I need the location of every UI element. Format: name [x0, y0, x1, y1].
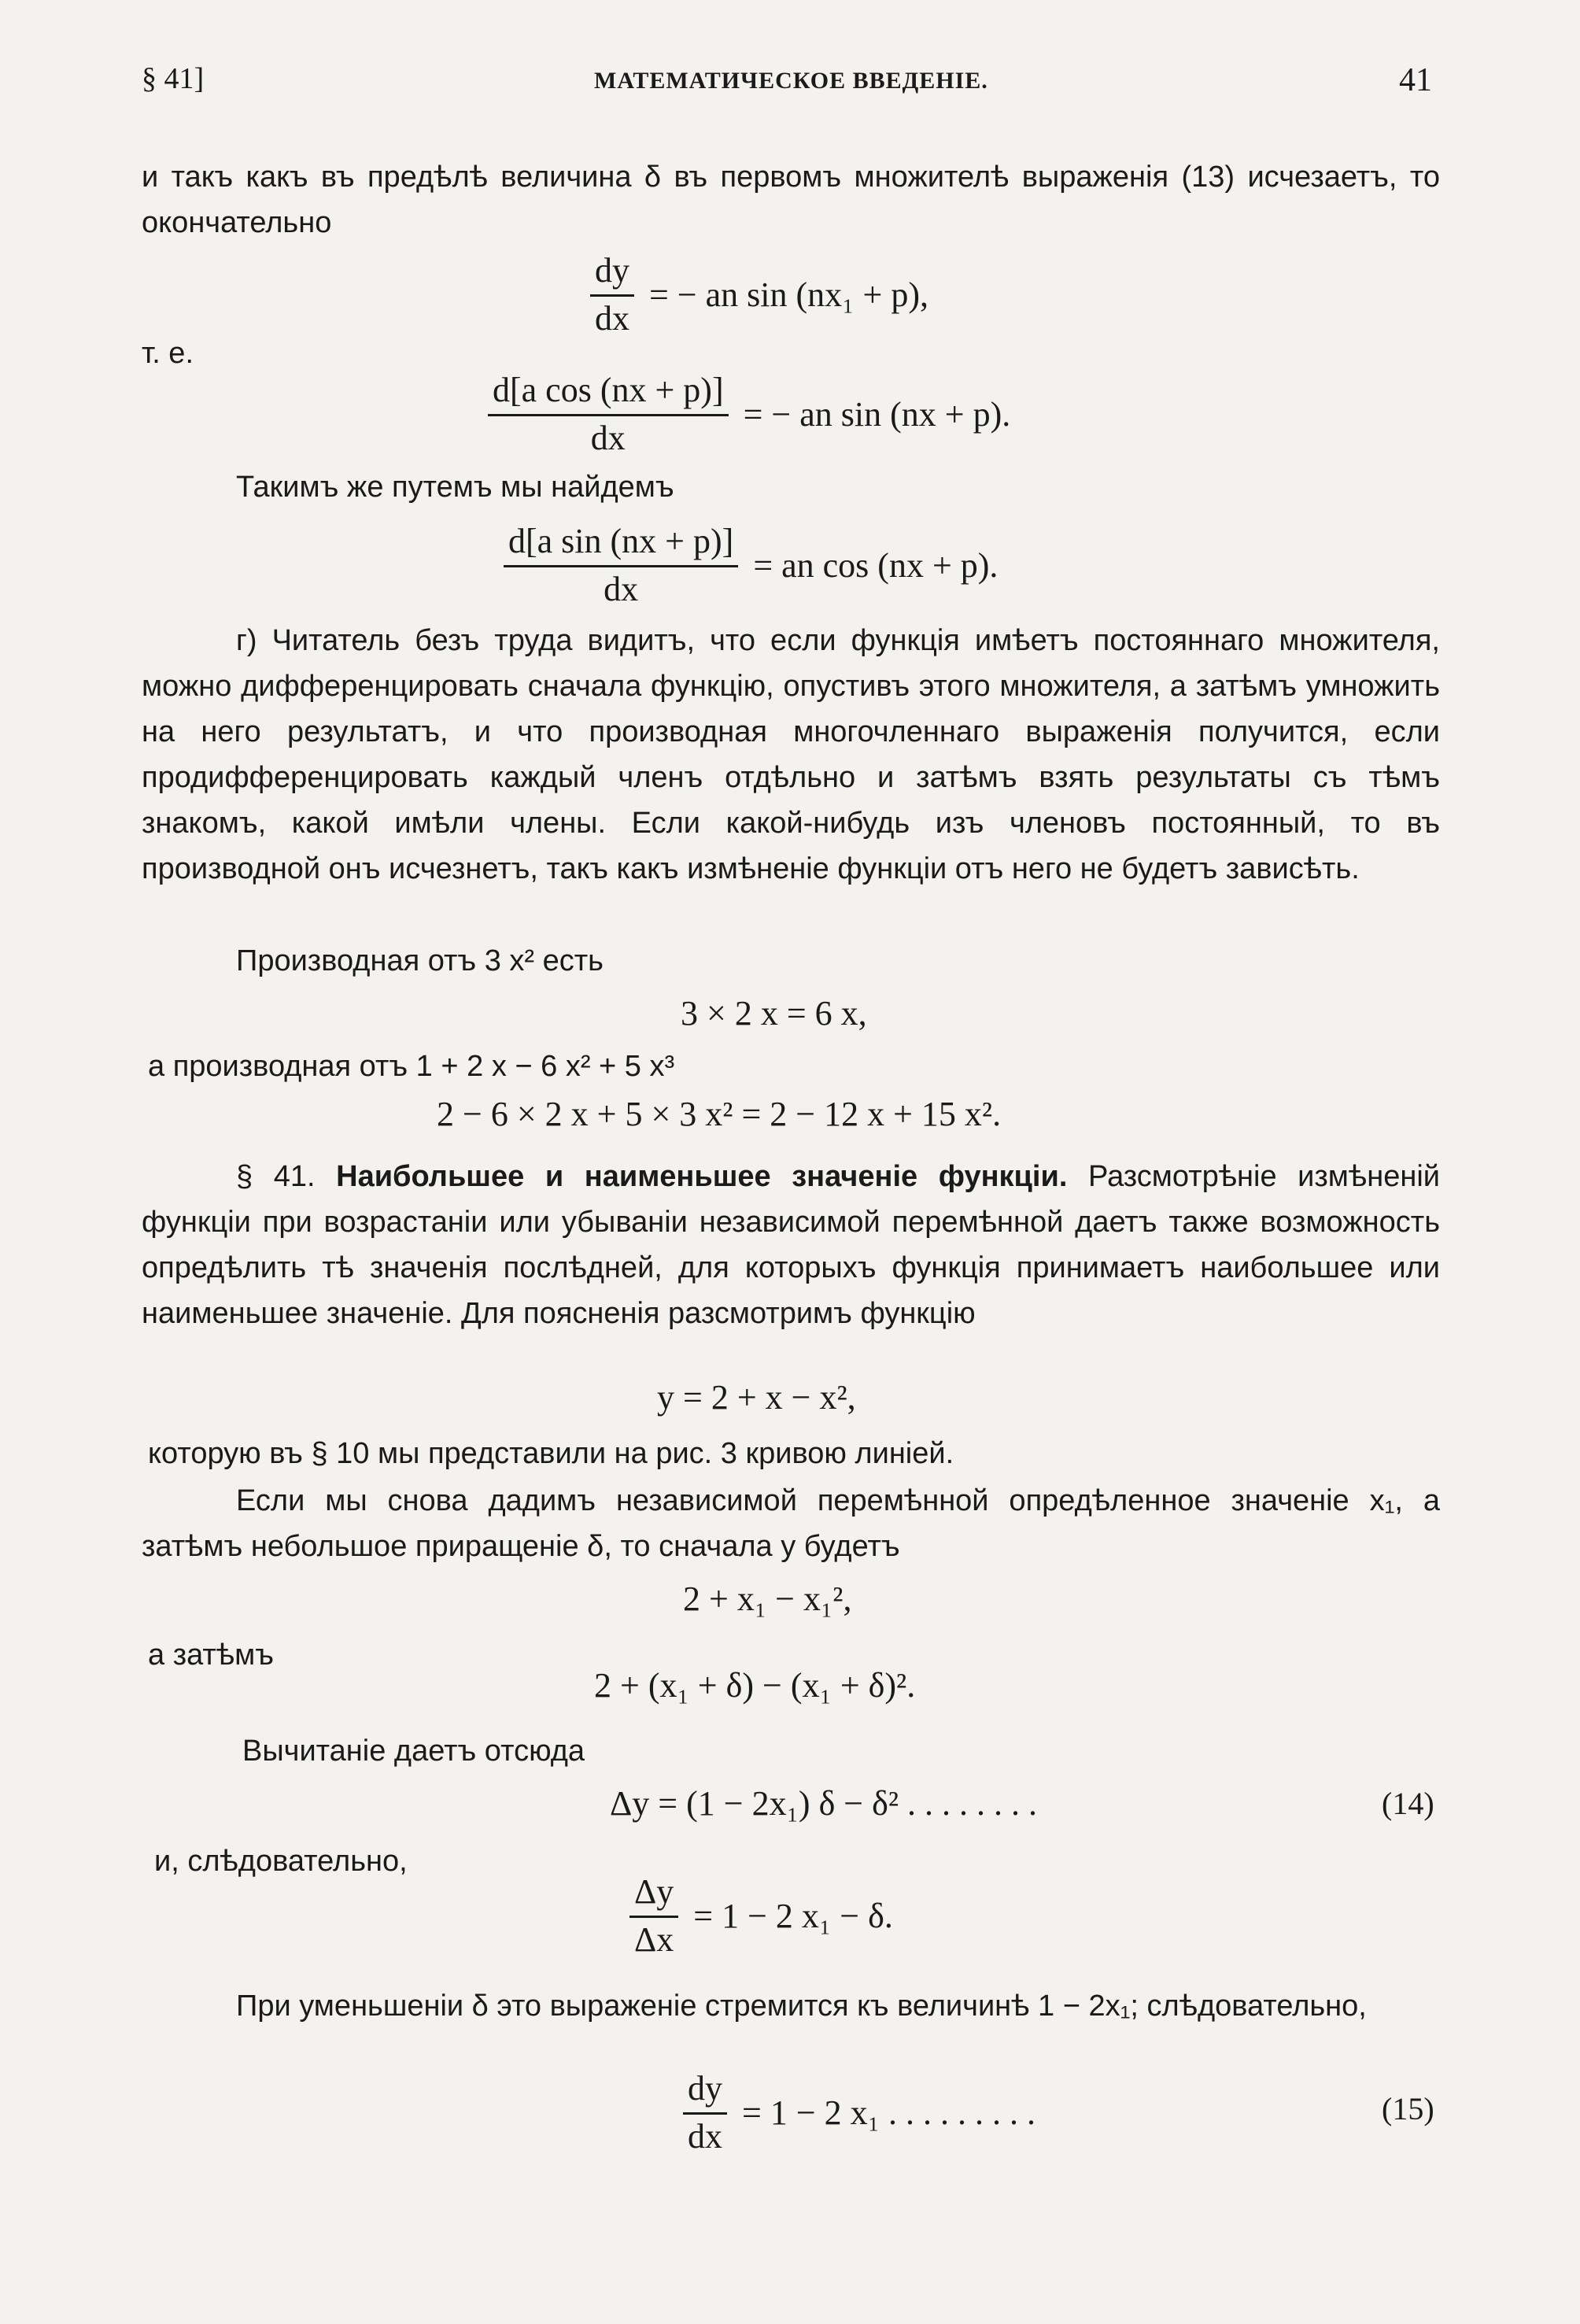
fraction: $\frac{\text{d[a sin (nx + p)]}}{dx}$: [504, 521, 738, 610]
header-title: МАТЕМАТИЧЕСКОЕ ВВЕДЕНІЕ.: [594, 68, 988, 94]
paragraph-similarly: Такимъ же путемъ мы найдемъ: [236, 471, 674, 504]
label-then: а затѣмъ: [148, 1639, 274, 1672]
paragraph-intro: и такъ какъ въ предѣлѣ величина δ въ первомъ множителѣ выраженія (13) исчезаетъ, то окончательно: [142, 161, 1440, 239]
section-body: Разсмотрѣніе измѣненій функціи при возрастаніи или убываніи независимой перемѣнной даетъ также возможность опредѣлить тѣ значенія послѣдней, для которыхъ функція принимаетъ наибольшее или наименьшее значеніе. Для поясненія разсмотримъ функцію: [142, 1160, 1440, 1330]
paragraph-derivative-of-3x2: Производная отъ 3 x² есть: [236, 944, 604, 977]
equation-derivative-limit: $\frac{dy}{dx}$ = 1 − 2 x₁ . . . . . . . . .: [683, 2068, 1035, 2157]
fraction: $\frac{\text{d[a cos (nx + p)]}}{dx}$: [488, 370, 729, 459]
paragraph-see-section-10: которую въ § 10 мы представили на рис. 3 кривою линіей.: [148, 1437, 954, 1470]
fraction: $\frac{\Delta y}{\Delta x}$: [629, 1871, 678, 1960]
label-consequently: и, слѣдовательно,: [154, 1845, 408, 1878]
paragraph-limit: При уменьшеніи δ это выраженіе стремится къ величинѣ 1 − 2x₁; слѣдовательно,: [236, 1990, 1367, 2023]
equation-3x2-result: 3 × 2 x = 6 x,: [681, 994, 867, 1033]
page-number: 41: [1399, 62, 1432, 98]
equation-number-14: (14): [1382, 1786, 1434, 1821]
section-number: § 41.: [236, 1160, 316, 1193]
fraction: $\frac{dy}{dx}$: [683, 2068, 727, 2157]
equation-dy-dx-sin: $\frac{dy}{dx}$ = − an sin (nx₁ + p),: [590, 250, 928, 339]
equation-delta-y: Δy = (1 − 2x₁) δ − δ² . . . . . . . .: [610, 1784, 1038, 1823]
equation-function-y: y = 2 + x − x²,: [657, 1378, 856, 1417]
paragraph-subtraction: Вычитаніе даетъ отсюда: [242, 1735, 585, 1768]
header-section-ref: § 41]: [142, 62, 205, 95]
paragraph-rule-g: г) Читатель безъ труда видитъ, что если функція имѣетъ постояннаго множителя, можно дифференцировать сначала функцію, опустивъ этого множителя, а затѣмъ умножить на него результатъ, и что производная многочленнаго выраженія получится, если продифференцировать каждый членъ отдѣльно и затѣмъ взять результаты съ тѣмъ знакомъ, какой имѣли члены. Если какой-нибудь изъ членовъ постоянный, то въ производной онъ исчезнетъ, такъ какъ измѣненіе функціи отъ него не будетъ зависѣть.: [142, 624, 1440, 885]
paragraph-increment: Если мы снова дадимъ независимой перемѣнной опредѣленное значеніе x₁, а затѣмъ небольшое приращеніе δ, то сначала y будетъ: [142, 1484, 1440, 1563]
label-te: т. е.: [142, 337, 194, 370]
section-41: [142, 1154, 1440, 1336]
fraction: $\frac{dy}{dx}$: [590, 250, 634, 339]
section-title: Наибольшее и наименьшее значеніе функціи.: [336, 1160, 1068, 1193]
equation-derivative-sin: $\frac{\text{d[a sin (nx + p)]}}{dx}$ = an cos (nx + p).: [504, 521, 998, 610]
equation-y-at-x1: 2 + x₁ − x₁²,: [683, 1580, 852, 1618]
equation-derivative-cos: $\frac{\text{d[a cos (nx + p)]}}{dx}$ = − an sin (nx + p).: [488, 370, 1010, 459]
equation-number-15: (15): [1382, 2091, 1434, 2126]
equation-polynomial-result: 2 − 6 × 2 x + 5 × 3 x² = 2 − 12 x + 15 x².: [437, 1095, 1002, 1133]
equation-y-at-x1-plus-delta: 2 + (x₁ + δ) − (x₁ + δ)².: [594, 1666, 916, 1705]
running-header: [142, 61, 1432, 109]
equation-delta-ratio: $\frac{\Delta y}{\Delta x}$ = 1 − 2 x₁ − δ.: [629, 1871, 893, 1960]
paragraph-derivative-polynomial: а производная отъ 1 + 2 x − 6 x² + 5 x³: [148, 1050, 675, 1083]
